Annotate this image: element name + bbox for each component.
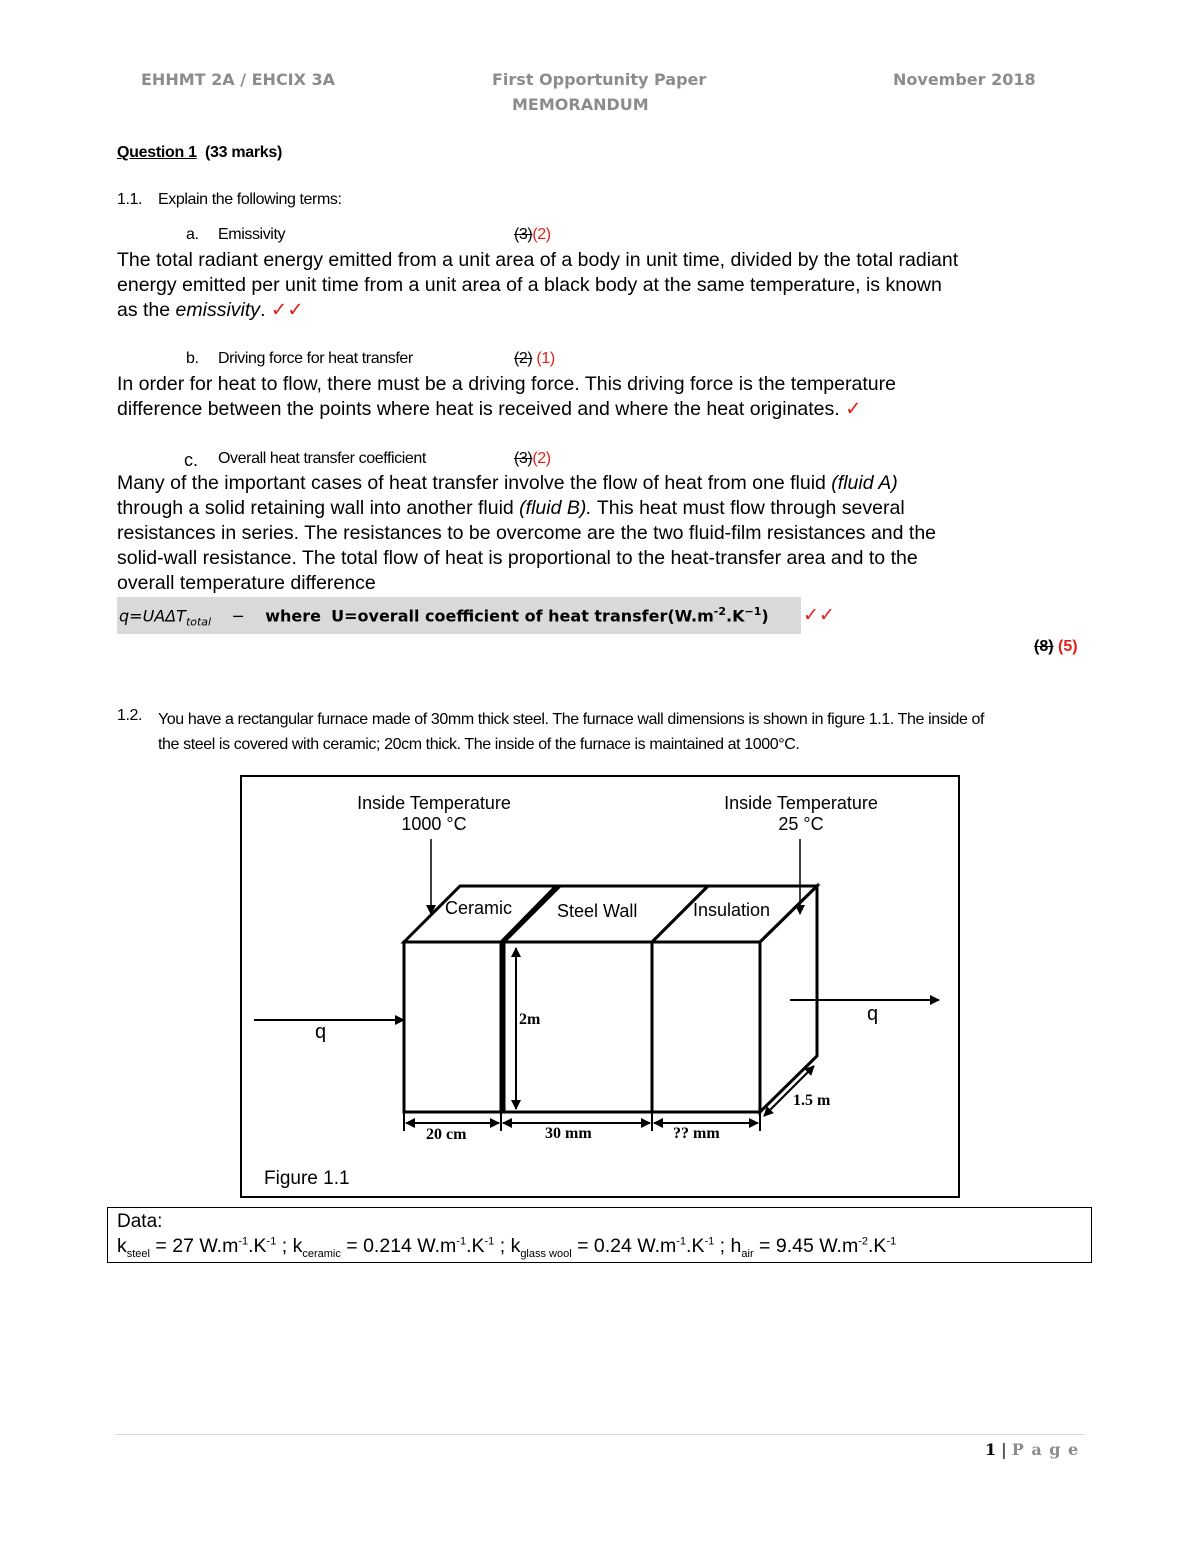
k-steel-subscript: steel [126, 1247, 150, 1260]
section-total-marks [1034, 638, 1078, 656]
h-air-unit-k: .K [868, 1235, 887, 1257]
item-b-new-marks: (1) [536, 350, 555, 367]
k-ceramic-value: = 0.214 W.m [340, 1235, 457, 1257]
insulation-thickness-label: ?? mm [673, 1125, 720, 1142]
question-title: Question 1 [117, 144, 197, 161]
k-steel-unit-k: .K [248, 1235, 267, 1257]
equation-subscript: total [185, 615, 212, 629]
k-glass-wool-value: = 0.24 W.m [571, 1235, 677, 1257]
item-a-answer-line3-text: as the [117, 299, 171, 321]
item-b-term: Driving force for heat transfer [218, 350, 413, 367]
inside-left-label-text: Inside Temperature [357, 793, 511, 813]
item-c-fluid-a: (fluid A) [831, 472, 898, 494]
depth-label: 1.5 m [793, 1092, 831, 1109]
heat-flow-in-label: q [315, 1021, 327, 1043]
overall-coefficient-equation [119, 605, 769, 629]
k-symbol-ceramic: k [292, 1235, 303, 1257]
total-old-marks: (8) [1034, 638, 1054, 655]
k-steel-exp-k: -1 [266, 1235, 277, 1248]
item-c-fluid-b: (fluid B). [519, 497, 592, 519]
item-b-answer [117, 372, 1117, 422]
item-a-answer-emphasis: emissivity [175, 299, 261, 321]
equation-exp1: -2 [713, 605, 726, 618]
item-c-line1-text: Many of the important cases of heat transfer involve the flow of heat from one fluid [117, 472, 832, 494]
inside-right-label [711, 793, 891, 835]
item-c-marks [514, 450, 551, 468]
page-number: 1 [985, 1440, 997, 1459]
inside-left-temperature: 1000 °C [401, 814, 467, 834]
heat-flow-out-label: q [867, 1003, 879, 1025]
data-box [107, 1207, 1092, 1263]
ceramic-front-face [404, 942, 501, 1112]
footer-page [985, 1440, 1079, 1459]
item-c-line2-text: through a solid retaining wall into another fluid [117, 497, 520, 519]
furnace-diagram [242, 777, 958, 1196]
header-memorandum: MEMORANDUM [512, 95, 649, 114]
k-ceramic-exp-m: -1 [456, 1235, 467, 1248]
equation-where: where [265, 606, 321, 626]
item-c-line4: solid-wall resistance. The total flow of heat is proportional to the heat-transfer area and to the [117, 547, 918, 569]
item-a-answer-period: . [260, 299, 266, 321]
item-b-answer-line2 [117, 397, 1117, 422]
k-symbol-glass-wool: k [510, 1235, 521, 1257]
k-glass-exp-k: -1 [704, 1235, 715, 1248]
question-heading [117, 144, 282, 162]
h-symbol: h [730, 1235, 742, 1257]
item-a-ticks: ✓✓ [270, 299, 304, 321]
inside-right-label-text: Inside Temperature [724, 793, 878, 813]
item-c-answer [117, 471, 1117, 596]
steel-thickness-label: 30 mm [545, 1125, 592, 1142]
item-b-old-marks: (2) [514, 350, 533, 367]
equation-mid: .K [726, 606, 745, 626]
inside-left-label [344, 793, 524, 835]
k-steel-exp-m: -1 [238, 1235, 249, 1248]
page-separator: | [1001, 1440, 1007, 1459]
h-air-value: = 9.45 W.m [753, 1235, 859, 1257]
item-a-marks [514, 226, 551, 244]
item-c-line2 [117, 496, 1117, 521]
item-b-letter: b. [186, 350, 199, 367]
page-label: P a g e [1011, 1440, 1080, 1459]
item-c-old-marks: (3) [514, 450, 533, 467]
item-c-line1 [117, 471, 1117, 496]
item-c-line3: resistances in series. The resistances to be overcome are the two fluid-film resistances and the [117, 522, 937, 544]
header-date: November 2018 [893, 70, 1036, 89]
item-c-letter: c. [184, 450, 199, 470]
k-ceramic-exp-k: -1 [484, 1235, 495, 1248]
item-a-answer-line3 [117, 298, 1117, 323]
q1-1-prompt: Explain the following terms: [158, 191, 342, 208]
k-symbol-steel: k [117, 1235, 127, 1257]
item-a-answer [117, 248, 1117, 323]
figure-frame [240, 775, 960, 1198]
equation-exp2: −1 [744, 605, 762, 618]
header-course: EHHMT 2A / EHCIX 3A [141, 70, 336, 89]
item-a-old-marks: (3) [514, 226, 533, 243]
ceramic-thickness-label: 20 cm [426, 1126, 467, 1143]
h-air-exp-k: -1 [886, 1235, 897, 1248]
item-c-term: Overall heat transfer coefficient [218, 450, 426, 467]
separator-2: ; [494, 1235, 511, 1257]
steel-wall-label: Steel Wall [557, 901, 638, 921]
k-glass-unit-k: .K [686, 1235, 705, 1257]
item-b-marks [514, 350, 555, 368]
data-constants [117, 1235, 896, 1260]
footer-rule [115, 1434, 1085, 1435]
k-steel-value: = 27 W.m [150, 1235, 239, 1257]
h-air-exp-m: -2 [858, 1235, 868, 1248]
h-air-subscript: air [741, 1247, 754, 1260]
k-glass-wool-subscript: glass wool [520, 1247, 572, 1260]
item-c-ticks: ✓✓ [803, 605, 835, 626]
q1-2-line2: the steel is covered with ceramic; 20cm thick. The inside of the furnace is maintained at 1000°C. [158, 736, 800, 753]
k-glass-exp-m: -1 [676, 1235, 687, 1248]
item-a-term: Emissivity [218, 226, 286, 243]
insulation-label: Insulation [693, 900, 771, 920]
figure-caption: Figure 1.1 [264, 1168, 350, 1189]
furnace-front-faces [404, 942, 760, 1112]
q1-2-line1: You have a rectangular furnace made of 30mm thick steel. The furnace wall dimensions is shown in figure 1.1. The inside of [158, 711, 985, 728]
q1-2-text [158, 707, 1118, 757]
inside-right-temperature: 25 °C [778, 814, 824, 834]
item-a-new-marks: (2) [532, 226, 551, 243]
item-b-answer-line2-text: difference between the points where heat is received and where the heat originates. [117, 398, 840, 420]
height-label: 2m [519, 1011, 541, 1028]
item-b-answer-line1: In order for heat to flow, there must be a driving force. This driving force is the temperature [117, 373, 896, 395]
item-b-ticks: ✓ [845, 398, 862, 420]
item-c-line5: overall temperature difference [117, 572, 376, 594]
item-c-line2-rest: This heat must flow through several [591, 497, 905, 519]
equation-u-definition: U=overall coefficient of heat transfer(W.m [331, 606, 714, 626]
k-ceramic-unit-k: .K [466, 1235, 485, 1257]
item-c-new-marks: (2) [532, 450, 551, 467]
q1-2-number: 1.2. [117, 707, 143, 724]
separator-3: ; [714, 1235, 731, 1257]
ceramic-label: Ceramic [445, 898, 513, 918]
insulation-front-face [652, 942, 760, 1112]
q1-1-number: 1.1. [117, 191, 143, 208]
header-paper: First Opportunity Paper [492, 70, 707, 89]
data-title: Data: [117, 1211, 163, 1232]
equation-dash: − [231, 606, 245, 626]
equation-lhs: q=UAΔT [119, 606, 186, 626]
separator-1: ; [276, 1235, 293, 1257]
total-new-marks: (5) [1058, 638, 1078, 655]
item-a-letter: a. [186, 226, 199, 243]
k-ceramic-subscript: ceramic [302, 1247, 341, 1260]
item-a-answer-line1: The total radiant energy emitted from a unit area of a body in unit time, divided by the total radiant [117, 249, 959, 271]
item-a-answer-line2: energy emitted per unit time from a unit area of a black body at the same temperature, is known [117, 274, 942, 296]
question-marks: (33 marks) [204, 144, 283, 161]
equation-close: ) [761, 606, 769, 626]
